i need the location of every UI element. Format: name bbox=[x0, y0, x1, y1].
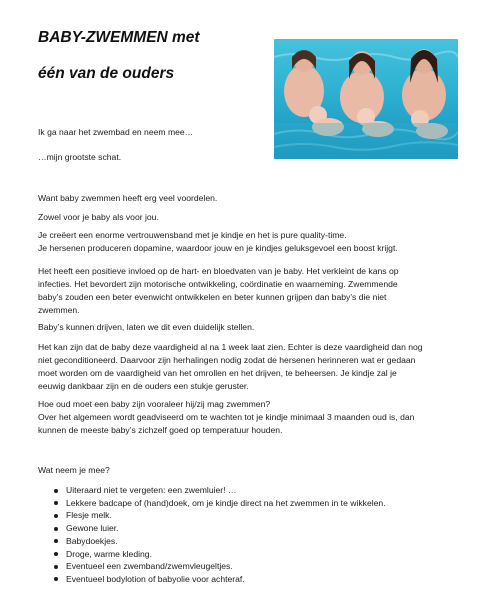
title-line-1: BABY-ZWEMMEN met bbox=[38, 29, 200, 46]
paragraph-7 bbox=[38, 398, 438, 437]
paragraph-4-line: baby’s zouden een beter evenwicht ontwikkelen en beter kunnen grijpen dan baby’s die niet bbox=[38, 292, 387, 302]
paragraph-6-line: moet worden om de vaardigheid van het omrollen en het drijven, te beheersen. Je kindje zal je bbox=[38, 368, 397, 378]
list-item: Uiteraard niet te vergeten: een zwemluier! … bbox=[38, 484, 386, 497]
paragraph-4-line: zwemmen. bbox=[38, 305, 80, 315]
list-item: Gewone luier. bbox=[38, 522, 386, 535]
paragraph-7-line: Over het algemeen wordt geadviseerd om te wachten tot je kindje minimaal 3 maanden oud is, dan bbox=[38, 412, 415, 422]
paragraph-4-line: Het heeft een positieve invloed op de hart- en bloedvaten van je baby. Het verkleint de kans op bbox=[38, 266, 399, 276]
paragraph-6 bbox=[38, 341, 438, 393]
list-item: Eventueel bodylotion of babyolie voor achteraf. bbox=[38, 573, 386, 586]
paragraph-1: Want baby zwemmen heeft erg veel voordelen. bbox=[38, 193, 218, 203]
paragraph-6-line: eeuwig dankbaar zijn en de ouders een stukje geruster. bbox=[38, 381, 249, 391]
paragraph-3 bbox=[38, 229, 438, 255]
intro-line-1: Ik ga naar het zwembad en neem mee… bbox=[38, 127, 194, 137]
list-item: Babydoekjes. bbox=[38, 535, 386, 548]
baby-swimming-photo bbox=[274, 39, 458, 159]
list-item: Lekkere badcape of (hand)doek, om je kindje direct na het zwemmen in te wikkelen. bbox=[38, 497, 386, 510]
intro-line-2: …mijn grootste schat. bbox=[38, 152, 122, 162]
paragraph-7-line: kunnen de meeste baby’s zichzelf goed op temperatuur houden. bbox=[38, 425, 283, 435]
paragraph-2: Zowel voor je baby als voor jou. bbox=[38, 212, 159, 222]
title-line-2: één van de ouders bbox=[38, 65, 175, 82]
paragraph-3-line: Je hersenen produceren dopamine, waardoor jouw en je kindjes geluksgevoel een boost krijgt. bbox=[38, 243, 398, 253]
packing-list bbox=[38, 484, 386, 586]
paragraph-5: Baby’s kunnen drijven, laten we dit even duidelijk stellen. bbox=[38, 322, 255, 332]
paragraph-4-line: infecties. Het bevordert zijn motorische ontwikkeling, coördinatie en waarneming. Zwemmende bbox=[38, 279, 398, 289]
list-item: Droge, warme kleding. bbox=[38, 548, 386, 561]
paragraph-7-line: Hoe oud moet een baby zijn vooraleer hij/zij mag zwemmen? bbox=[38, 399, 271, 409]
list-item: Flesje melk. bbox=[38, 509, 386, 522]
paragraph-6-line: niet geconditioneerd. Daarvoor zijn herhalingen nodig zodat de hersenen herinneren wat er gedaan bbox=[38, 355, 416, 365]
paragraph-3-line: Je creëert een enorme vertrouwensband met je kindje en het is pure quality-time. bbox=[38, 230, 347, 240]
paragraph-4 bbox=[38, 265, 438, 317]
list-heading: Wat neem je mee? bbox=[38, 465, 110, 475]
list-item: Eventueel een zwemband/zwemvleugeltjes. bbox=[38, 560, 386, 573]
paragraph-6-line: Het kan zijn dat de baby deze vaardigheid al na 1 week laat zien. Echter is deze vaardigheid dan nog bbox=[38, 342, 423, 352]
